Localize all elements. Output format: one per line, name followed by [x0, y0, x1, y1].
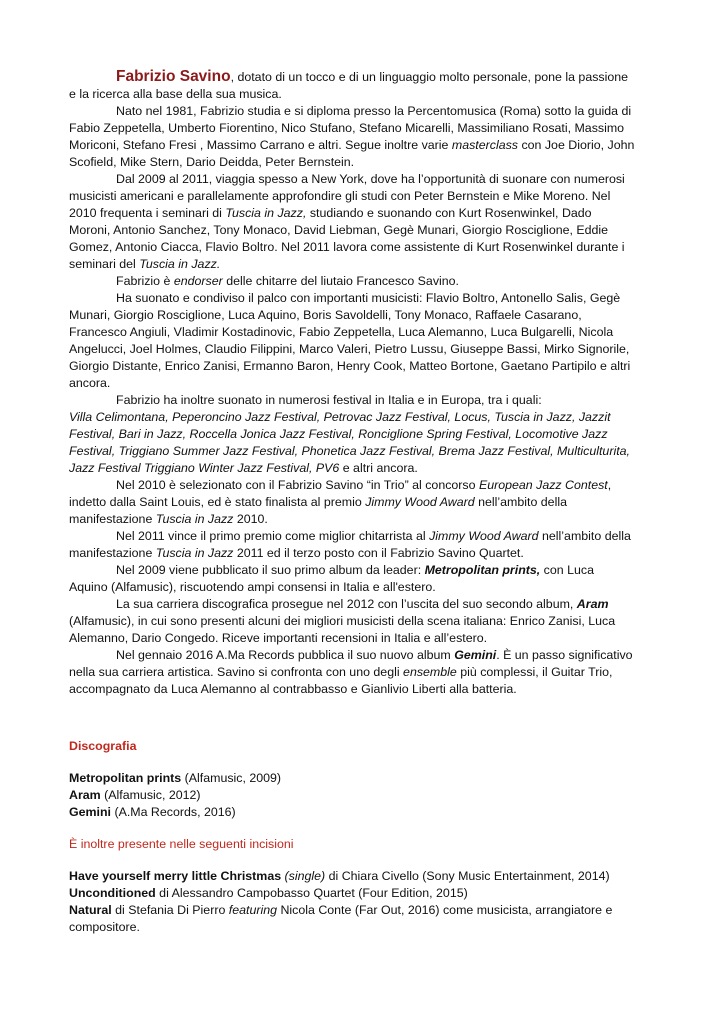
bio-paragraph: Fabrizio è endorser delle chitarre del liutaio Francesco Savino. — [116, 274, 459, 288]
bio-intro: Fabrizio Savino, dotato di un tocco e di un linguaggio molto personale, pone la passione e la ricerca alla base della sua musica. — [69, 68, 629, 101]
list-item: Natural di Stefania Di Pierro featuring Nicola Conte (Far Out, 2016) come musicista, arrangiatore e compositore. — [69, 903, 613, 934]
appearances-heading: È inoltre presente nelle seguenti incisioni — [69, 837, 294, 851]
bio-paragraph: Ha suonato e condiviso il palco con importanti musicisti: Flavio Boltro, Antonello Salis, Gegè Munari, Giorgio Rosciglione, Luca Aquino, Boris Savoldelli, Tony Monaco, Raffaele Casarano, Francesco Angiuli, Vladimir Kostadinovic, Fabio Zeppetella, Luca Alemanno, Luca Bulgarelli, Nicola Angelucci, Joel Holmes, Claudio Filippini, Marco Valeri, Pietro Lussu, Giuseppe Bassi, Mirko Signorile, Giorgio Distante, Enrico Zanisi, Ermanno Baron, Henry Cook, Matteo Bortone, Gaetano Partipilo e altri ancora. — [69, 291, 631, 390]
list-item: Aram (Alfamusic, 2012) — [69, 788, 201, 802]
bio-paragraph: Nel gennaio 2016 A.Ma Records pubblica il suo nuovo album Gemini. È un passo significativo nella sua carriera artistica. Savino si confronta con uno degli ensemble più complessi, il Guitar Trio, accompagnato da Luca Alemanno al contrabbasso e Gianlivio Liberti alla batteria. — [69, 648, 633, 696]
discography-heading: Discografia — [69, 739, 137, 753]
festival-list: Villa Celimontana, Peperoncino Jazz Festival, Petrovac Jazz Festival, Locus, Tuscia in Jazz, Jazzit Festival, Bari in Jazz, Roccella Jonica Jazz Festival, Ronciglione Spring Festival, Locomotive Jazz Festival, Triggiano Summer Jazz Festival, Phonetica Jazz Festival, Brema Jazz Festival, Multiculturita, Jazz Festival Triggiano Winter Jazz Festival, PV6 e altri ancora. — [69, 410, 630, 475]
bio-paragraph: Nel 2011 vince il primo premio come miglior chitarrista al Jimmy Wood Award nell’ambito della manifestazione Tuscia in Jazz 2011 ed il terzo posto con il Fabrizio Savino Quartet. — [69, 529, 631, 560]
artist-name: Fabrizio Savino — [116, 68, 231, 85]
bio-paragraph: Nel 2010 è selezionato con il Fabrizio Savino “in Trio” al concorso European Jazz Contest, indetto dalla Saint Louis, ed è stato finalista al premio Jimmy Wood Award nell’ambito della manifestazione Tuscia in Jazz 2010. — [69, 478, 612, 526]
bio-paragraph: Dal 2009 al 2011, viaggia spesso a New York, dove ha l’opportunità di suonare con numerosi musicisti americani e parallelamente approfondire gli studi con Peter Bernstein e Mike Moreno. Nel 2010 frequenta i seminari di Tuscia in Jazz, studiando e suonando con Kurt Rosenwinkel, Dado Moroni, Antonio Sanchez, Tony Monaco, David Liebman, Gegè Munari, Giorgio Rosciglione, Eddie Gomez, Antonio Ciacca, Flavio Boltro. Nel 2011 lavora come assistente di Kurt Rosenwinkel durante i seminari del Tuscia in Jazz. — [69, 172, 625, 271]
list-item: Metropolitan prints (Alfamusic, 2009) — [69, 771, 282, 785]
bio-paragraph: Fabrizio ha inoltre suonato in numerosi festival in Italia e in Europa, tra i quali: — [116, 393, 542, 407]
bio-paragraph: La sua carriera discografica prosegue nel 2012 con l’uscita del suo secondo album, Aram (Alfamusic), in cui sono presenti alcuni dei migliori musicisti della scena italiana: Enrico Zanisi, Luca Alemanno, Dario Congedo. Riceve importanti recensioni in Italia e all’estero. — [69, 597, 616, 645]
discography-list — [69, 770, 635, 821]
list-item: Gemini (A.Ma Records, 2016) — [69, 805, 236, 819]
bio-paragraph: Nato nel 1981, Fabrizio studia e si diploma presso la Percentomusica (Roma) sotto la guida di Fabio Zeppetella, Umberto Fiorentino, Nico Stufano, Stefano Micarelli, Massimiliano Rosati, Massimo Moriconi, Stefano Fresi , Massimo Carrano e altri. Segue inoltre varie masterclass con Joe Diorio, John Scofield, Mike Stern, Dario Deidda, Peter Bernstein. — [69, 104, 635, 169]
appearances-list — [69, 868, 635, 936]
biography — [69, 68, 635, 698]
bio-paragraph: Nel 2009 viene pubblicato il suo primo album da leader: Metropolitan prints, con Luca Aquino (Alfamusic), riscuotendo ampi consensi in Italia e all'estero. — [69, 563, 594, 594]
list-item: Unconditioned di Alessandro Campobasso Quartet (Four Edition, 2015) — [69, 886, 468, 900]
list-item: Have yourself merry little Christmas (single) di Chiara Civello (Sony Music Entertainment, 2014) — [69, 869, 610, 883]
